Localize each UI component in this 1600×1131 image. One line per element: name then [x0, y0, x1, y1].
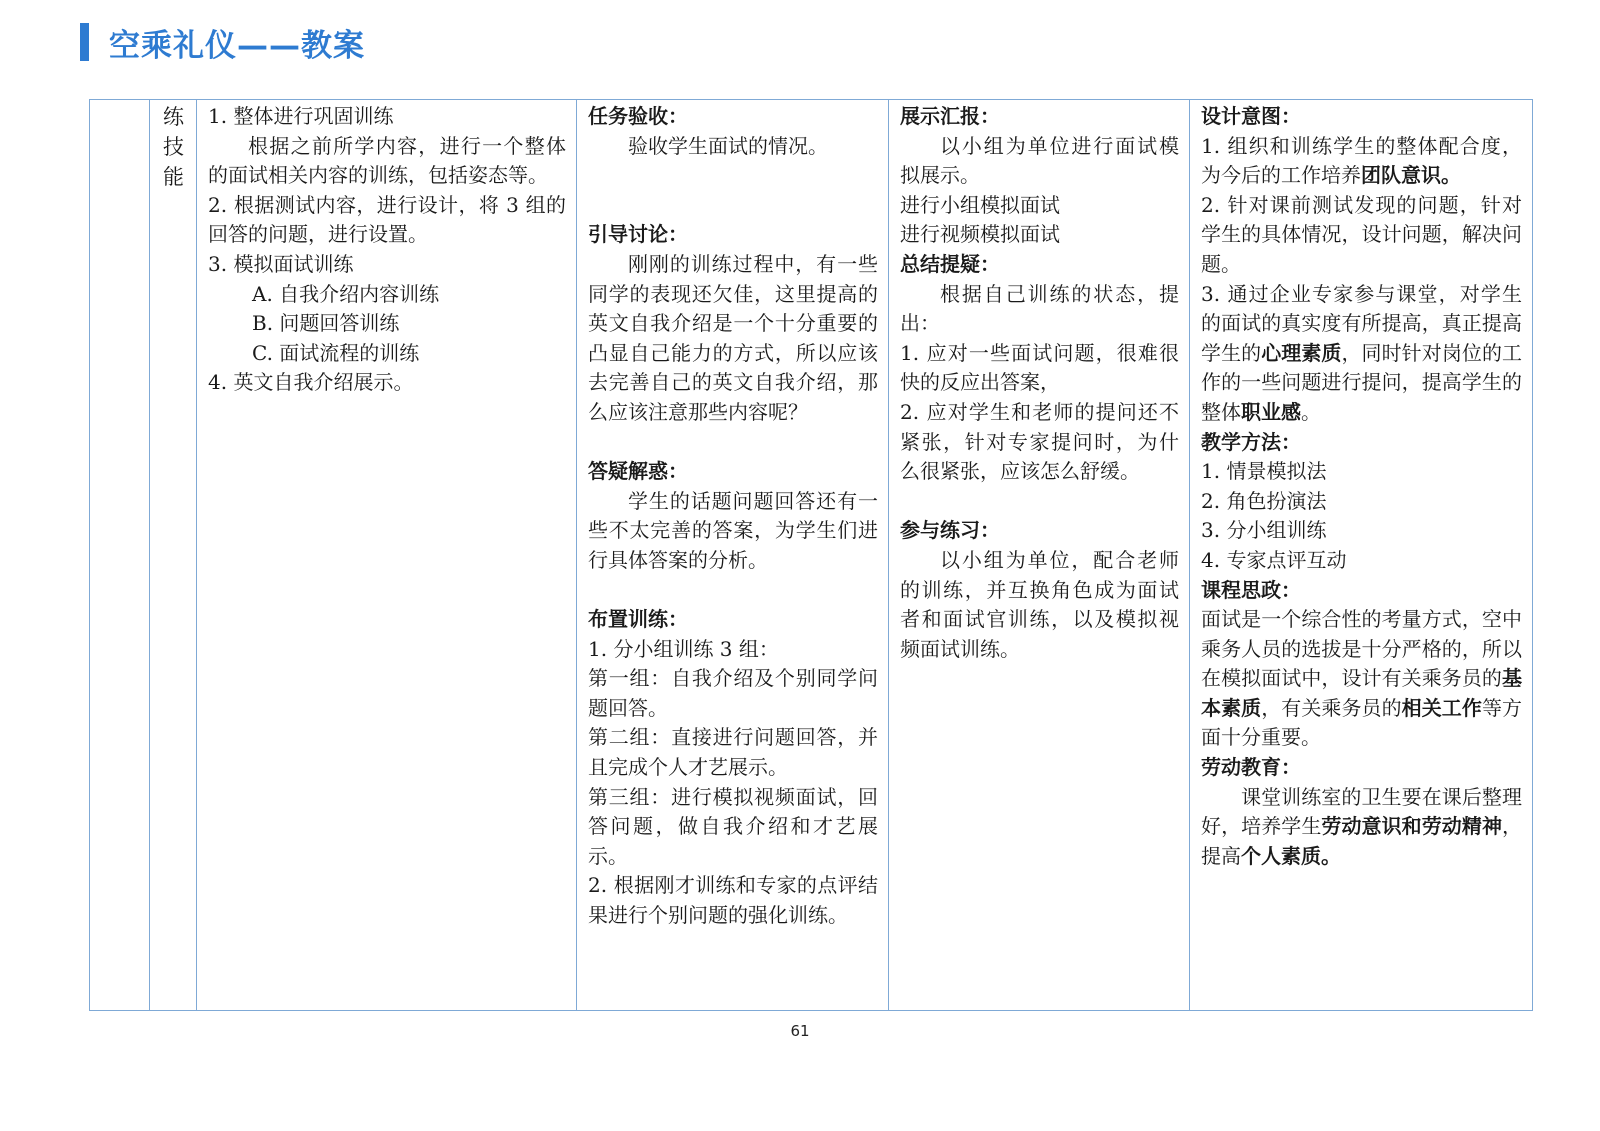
content-line: 2. 根据测试内容，进行设计，将 3 组的回答的问题，进行设置。 [208, 192, 566, 247]
content-line: 以小组为单位进行面试模拟展示。 [900, 133, 1179, 188]
content-line: 面试是一个综合性的考量方式，空中乘务人员的选拔是十分严格的，所以在模拟面试中，设计有关乘务员的基本素质，有关乘务员的相关工作等方面十分重要。 [1201, 607, 1523, 750]
content-line: 3. 通过企业专家参与课堂，对学生的面试的真实度有所提高，真正提高学生的心理素质，同时针对岗位的工作的一些问题进行提问，提高学生的整体职业感。 [1201, 281, 1523, 424]
section-heading: 引导讨论： [588, 222, 688, 247]
content-line: 3. 分小组训练 [1201, 518, 1327, 543]
content-line: 学生的话题问题回答还有一些不太完善的答案，为学生们进行具体答案的分析。 [588, 488, 878, 572]
content-line: 第一组：自我介绍及个别同学问题回答。 [588, 666, 878, 720]
content-line: 进行视频模拟面试 [900, 222, 1060, 247]
student-activity-cell [889, 100, 1190, 1011]
page-header [80, 22, 365, 62]
content-line: 2. 根据刚才训练和专家的点评结果进行个别问题的强化训练。 [588, 873, 878, 928]
blank-cell [90, 100, 150, 1011]
content-line: 进行小组模拟面试 [900, 192, 1060, 217]
section-heading: 任务验收： [588, 104, 688, 128]
content-line: 1. 组织和训练学生的整体配合度，为今后的工作培养团队意识。 [1201, 133, 1522, 188]
content-line: 1. 分小组训练 3 组： [588, 636, 779, 661]
content-line: 3. 模拟面试训练 [208, 251, 354, 276]
table-row [90, 100, 1533, 1011]
content-line: 第二组：直接进行问题回答，并且完成个人才艺展示。 [588, 725, 878, 780]
content-line: 以小组为单位，配合老师的训练，并互换角色成为面试者和面试官训练，以及模拟视频面试训练。 [900, 547, 1179, 661]
content-line: 2. 应对学生和老师的提问还不紧张，针对专家提问时，为什么很紧张，应该怎么舒缓。 [900, 399, 1179, 484]
content-line: 第三组：进行模拟视频面试，回答问题，做自我介绍和才艺展示。 [588, 784, 878, 868]
section-heading: 展示汇报： [900, 104, 1000, 128]
section-cell [150, 100, 197, 1011]
section-heading: 布置训练： [588, 607, 688, 632]
content-line: 2. 角色扮演法 [1201, 488, 1327, 513]
header-title: 空乘礼仪——教案 [109, 27, 365, 64]
content-line: B. 问题回答训练 [252, 311, 400, 336]
teacher-activity-cell [577, 100, 889, 1011]
section-label: 练技能 [163, 105, 184, 189]
content-line: 4. 专家点评互动 [1201, 547, 1347, 572]
content-line: 1. 应对一些面试问题，很难很快的反应出答案， [900, 340, 1179, 395]
page-number: 61 [790, 1022, 810, 1040]
lesson-plan-table [89, 99, 1533, 1011]
content-line: 根据自己训练的状态，提出： [900, 281, 1179, 336]
content-line: 1. 情景模拟法 [1201, 459, 1327, 484]
content-line: C. 面试流程的训练 [252, 340, 420, 365]
design-intent-cell [1190, 100, 1533, 1011]
content-line: 课堂训练室的卫生要在课后整理好，培养学生劳动意识和劳动精神，提高个人素质。 [1201, 784, 1523, 868]
section-heading: 设计意图： [1201, 104, 1301, 128]
content-line: 2. 针对课前测试发现的问题，针对学生的具体情况，设计问题，解决问题。 [1201, 192, 1522, 276]
content-line: 4. 英文自我介绍展示。 [208, 370, 414, 395]
section-heading: 参与练习： [900, 518, 1000, 543]
header-accent-bar [80, 23, 89, 61]
content-line: A. 自我介绍内容训练 [252, 281, 440, 306]
content-line: 刚刚的训练过程中，有一些同学的表现还欠佳，这里提高的英文自我介绍是一个十分重要的凸显自己能力的方式，所以应该去完善自己的英文自我介绍，那么应该注意那些内容呢？ [588, 251, 878, 424]
section-heading: 劳动教育： [1201, 755, 1301, 780]
section-heading: 总结提疑： [900, 251, 1000, 276]
content-line: 根据之前所学内容，进行一个整体的面试相关内容的训练，包括姿态等。 [208, 133, 566, 188]
content-line: 验收学生面试的情况。 [628, 133, 828, 158]
section-heading: 课程思政： [1201, 577, 1301, 602]
training-content-cell [197, 100, 577, 1011]
section-heading: 教学方法： [1201, 429, 1301, 454]
section-heading: 答疑解惑： [588, 459, 688, 484]
content-line: 1. 整体进行巩固训练 [208, 104, 394, 128]
